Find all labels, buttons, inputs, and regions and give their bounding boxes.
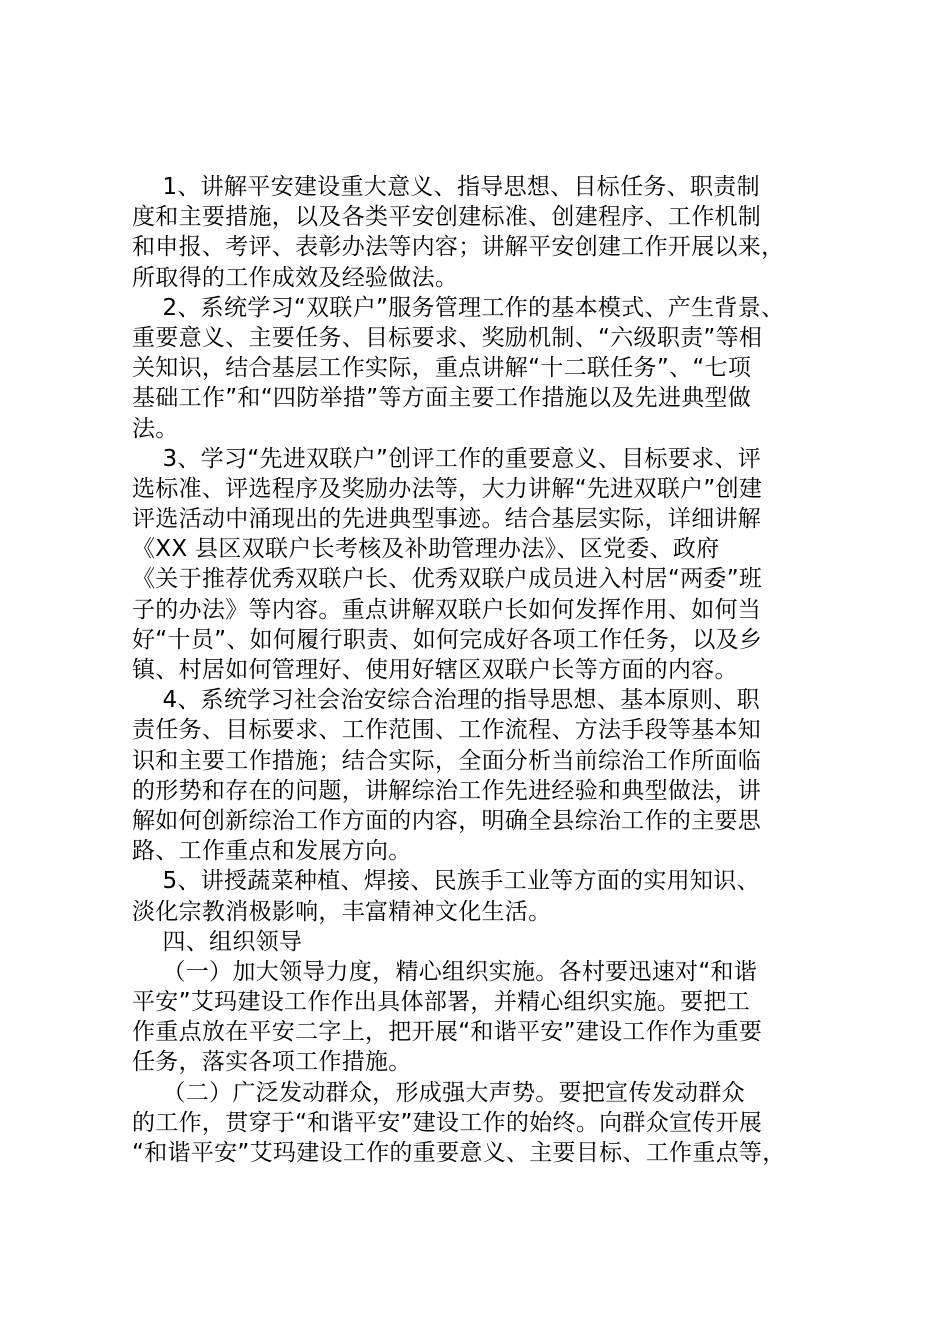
text-line: 好“十员”、如何履行职责、如何完成好各项工作任务，以及乡 (132, 626, 763, 653)
text-line: （二）广泛发动群众，形成强大声势。要把宣传发动群众 (132, 1079, 745, 1106)
text-line: 镇、村居如何管理好、使用好辖区双联户长等方面的内容。 (132, 657, 738, 683)
text-line: 1、讲解平安建设重大意义、指导思想、目标任务、职责制 (132, 174, 760, 200)
text-line: 的工作，贯穿于“和谐平安”建设工作的始终。向群众宣传开展 (132, 1109, 763, 1136)
text-line: 作重点放在平安二字上，把开展“和谐平安”建设工作作为重要 (132, 1019, 763, 1046)
text-line: 路、工作重点和发展方向。 (132, 838, 412, 865)
text-line: 《关于推荐优秀双联户长、优秀双联户成员进入村居“两委”班 (132, 566, 763, 593)
text-line: 的形势和存在的问题，讲解综治工作先进经验和典型做法，讲 (132, 777, 762, 804)
text-line: 基础工作”和“四防举措”等方面主要工作措施以及先进典型做 (132, 385, 752, 412)
text-line: 3、学习“先进双联户”创评工作的重要意义、目标要求、评 (132, 445, 762, 472)
text-line: 关知识，结合基层工作实际，重点讲解“十二联任务”、“七项 (132, 355, 752, 382)
text-line: 法。 (132, 415, 179, 442)
text-line: 度和主要措施，以及各类平安创建标准、创建程序、工作机制 (132, 204, 762, 231)
text-line: 任务，落实各项工作措施。 (132, 1049, 412, 1076)
text-line: 4、系统学习社会治安综合治理的指导思想、基本原则、职 (132, 687, 760, 714)
text-line: 平安”艾玛建设工作作出具体部署，并精心组织实施。要把工 (132, 989, 751, 1016)
text-line: 《XX 县区双联户长考核及补助管理办法》、区党委、政府 (132, 536, 720, 563)
text-line: 评选活动中涌现出的先进典型事迹。结合基层实际，详细讲解 (132, 506, 762, 533)
text-line: 淡化宗教消极影响，丰富精神文化生活。 (132, 898, 552, 925)
text-line: “和谐平安”艾玛建设工作的重要意义、主要目标、工作重点等， (132, 1140, 786, 1166)
text-line: 和申报、考评、表彰办法等内容；讲解平安创建工作开展以来， (132, 234, 785, 261)
text-line: 解如何创新综治工作方面的内容，明确全县综治工作的主要思 (132, 807, 762, 834)
text-line: 5、讲授蔬菜种植、焊接、民族手工业等方面的实用知识、 (132, 868, 760, 895)
text-line: （一）加大领导力度，精心组织实施。各村要迅速对“和谐 (132, 958, 758, 985)
text-line: 四、组织领导 (132, 928, 303, 955)
text-line: 子的办法》等内容。重点讲解双联户长如何发挥作用、如何当 (132, 596, 762, 623)
text-line: 识和主要工作措施；结合实际，全面分析当前综治工作所面临 (132, 747, 762, 774)
document-body (132, 172, 844, 1168)
text-line: 选标准、评选程序及奖励办法等，大力讲解“先进双联户”创建 (132, 475, 763, 502)
text-line: 重要意义、主要任务、目标要求、奖励机制、“六级职责”等相 (132, 324, 763, 351)
text-line: 责任务、目标要求、工作范围、工作流程、方法手段等基本知 (132, 717, 762, 744)
text-line: 2、系统学习“双联户”服务管理工作的基本模式、产生背景、 (132, 294, 785, 321)
text-line: 所取得的工作成效及经验做法。 (132, 264, 459, 291)
